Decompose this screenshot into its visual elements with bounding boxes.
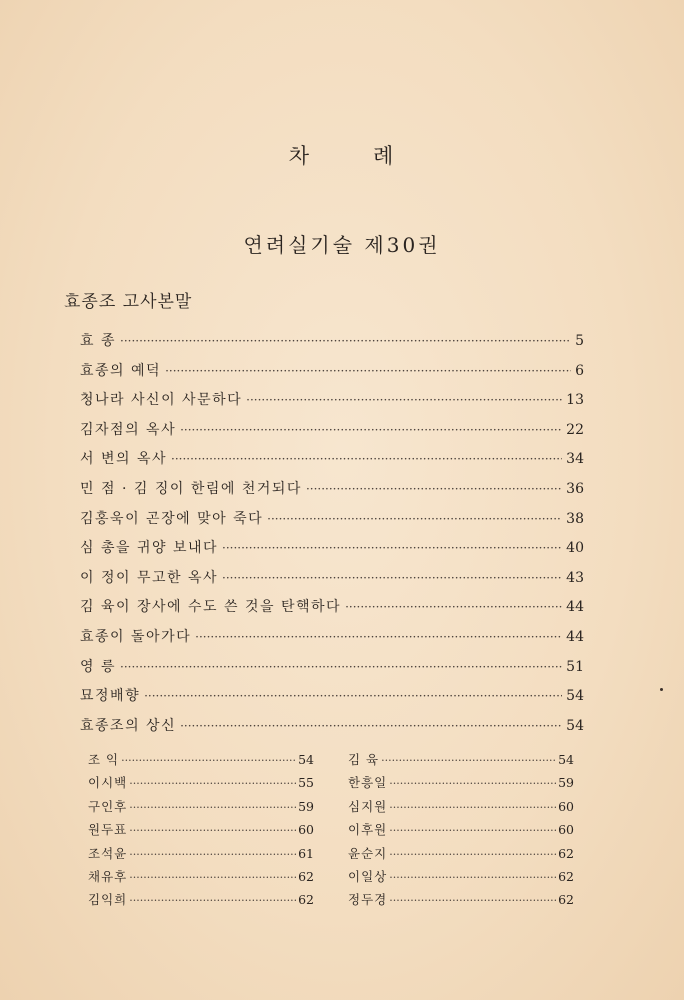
toc-entry-page: 54 <box>566 688 584 705</box>
minister-column-right <box>348 750 574 914</box>
leader-dots <box>129 871 296 884</box>
toc-entry <box>80 330 584 360</box>
leader-dots <box>129 894 296 907</box>
leader-dots <box>389 824 556 837</box>
minister-name: 심지원 <box>348 798 388 814</box>
toc-entry-page: 36 <box>566 480 584 497</box>
minister-page: 60 <box>298 822 314 838</box>
toc-entry-title: 김홍욱이 곤장에 맞아 죽다 <box>80 510 264 527</box>
toc-entry-title: 심 총을 귀양 보내다 <box>80 540 219 557</box>
leader-dots <box>389 801 556 814</box>
toc-entry-page: 13 <box>566 392 584 409</box>
toc-entry-page: 54 <box>566 717 584 734</box>
toc-entry-page: 43 <box>566 569 584 586</box>
minister-page: 61 <box>298 845 314 861</box>
toc-entry-page: 34 <box>566 451 584 468</box>
toc-entry-page: 51 <box>566 658 584 675</box>
leader-dots <box>222 571 562 585</box>
toc-entry-title: 효 종 <box>80 333 116 349</box>
leader-dots <box>222 541 562 555</box>
minister-page: 62 <box>558 892 574 908</box>
minister-entry <box>348 820 574 843</box>
leader-dots <box>345 600 562 614</box>
toc-entry-title: 청나라 사신이 사문하다 <box>80 392 243 409</box>
toc-entry-page: 44 <box>566 599 584 616</box>
toc-entry-page: 22 <box>566 421 584 438</box>
volume-title: 연려실기술 제30권 <box>243 233 441 257</box>
leader-dots <box>180 423 562 437</box>
leader-dots <box>121 754 296 767</box>
minister-entry <box>88 867 314 890</box>
leader-dots <box>389 894 556 907</box>
minister-page: 54 <box>558 752 574 767</box>
minister-page: 55 <box>298 775 314 791</box>
leader-dots <box>165 364 571 378</box>
leader-dots <box>144 689 562 703</box>
leader-dots <box>171 452 562 466</box>
minister-name: 정두경 <box>348 892 388 908</box>
leader-dots <box>389 777 556 790</box>
leader-dots <box>306 482 562 496</box>
minister-entry <box>88 890 314 913</box>
minister-page: 60 <box>558 798 574 814</box>
minister-entry <box>348 867 574 890</box>
minister-entry <box>348 890 574 913</box>
toc-entry-title: 서 변의 옥사 <box>80 451 168 468</box>
toc-entry-title: 효종이 돌아가다 <box>80 628 192 645</box>
minister-column-left <box>88 750 314 914</box>
page-title-part-1: 차 <box>288 144 311 168</box>
minister-name: 이일상 <box>348 868 388 884</box>
minister-name: 한흥일 <box>348 775 388 791</box>
leader-dots <box>129 824 296 837</box>
toc-entry-page: 6 <box>575 362 584 379</box>
toc-entry-title: 묘정배향 <box>80 688 141 705</box>
toc-entry-title: 이 정이 무고한 옥사 <box>80 569 219 586</box>
leader-dots <box>195 630 562 644</box>
toc-entry <box>80 596 584 626</box>
leader-dots <box>129 777 296 790</box>
minister-entry <box>88 820 314 843</box>
page-title <box>0 140 684 170</box>
leader-dots <box>381 754 556 767</box>
toc-entry <box>80 656 584 686</box>
minister-entry <box>348 797 574 820</box>
minister-name: 이후원 <box>348 822 388 838</box>
toc-entry <box>80 419 584 449</box>
leader-dots <box>389 848 556 861</box>
minister-entry <box>88 797 314 820</box>
minister-entry <box>348 750 574 773</box>
leader-dots <box>120 334 571 348</box>
minister-name: 김익희 <box>88 892 128 908</box>
toc-entry <box>80 537 584 567</box>
toc-entry-title: 김자점의 옥사 <box>80 421 177 438</box>
minister-name: 조석윤 <box>88 845 128 861</box>
minister-entry <box>348 773 574 796</box>
toc-list <box>80 330 584 744</box>
toc-entry <box>80 448 584 478</box>
leader-dots <box>129 801 296 814</box>
toc-entry-page: 44 <box>566 628 584 645</box>
minister-entry <box>88 750 314 773</box>
toc-entry-title: 효종조의 상신 <box>80 717 177 734</box>
minister-page: 62 <box>298 892 314 908</box>
toc-entry-page: 38 <box>566 510 584 527</box>
minister-name: 조 익 <box>88 752 120 767</box>
minister-name: 원두표 <box>88 822 128 838</box>
section-heading: 효종조 고사본말 <box>64 292 193 312</box>
leader-dots <box>389 871 556 884</box>
leader-dots <box>267 512 562 526</box>
toc-entry <box>80 626 584 656</box>
minister-page: 54 <box>298 752 314 767</box>
toc-entry-page: 5 <box>575 333 584 349</box>
minister-name: 김 육 <box>348 752 380 767</box>
toc-entry <box>80 715 584 745</box>
minister-index <box>88 750 574 914</box>
minister-name: 채유후 <box>88 868 128 884</box>
minister-entry <box>348 844 574 867</box>
toc-entry <box>80 478 584 508</box>
toc-entry-title: 민 점 · 김 징이 한림에 천거되다 <box>80 480 302 497</box>
toc-entry <box>80 567 584 597</box>
toc-entry-title: 영 릉 <box>80 658 116 675</box>
paper-speck <box>660 688 663 691</box>
leader-dots <box>180 719 562 733</box>
toc-entry <box>80 360 584 390</box>
minister-name: 이시백 <box>88 775 128 791</box>
minister-page: 59 <box>558 775 574 791</box>
minister-entry <box>88 773 314 796</box>
leader-dots <box>129 848 296 861</box>
toc-entry-title: 김 육이 장사에 수도 쓴 것을 탄핵하다 <box>80 599 342 616</box>
minister-page: 62 <box>558 868 574 884</box>
toc-entry <box>80 389 584 419</box>
minister-page: 62 <box>558 845 574 861</box>
minister-page: 60 <box>558 822 574 838</box>
minister-name: 구인후 <box>88 798 128 814</box>
toc-entry-page: 40 <box>566 540 584 557</box>
minister-page: 62 <box>298 868 314 884</box>
toc-entry <box>80 508 584 538</box>
minister-entry <box>88 844 314 867</box>
leader-dots <box>246 393 562 407</box>
minister-page: 59 <box>298 798 314 814</box>
page-title-part-2: 례 <box>373 144 396 168</box>
toc-entry <box>80 685 584 715</box>
toc-entry-title: 효종의 예덕 <box>80 362 162 379</box>
leader-dots <box>120 660 562 674</box>
minister-name: 윤순지 <box>348 845 388 861</box>
